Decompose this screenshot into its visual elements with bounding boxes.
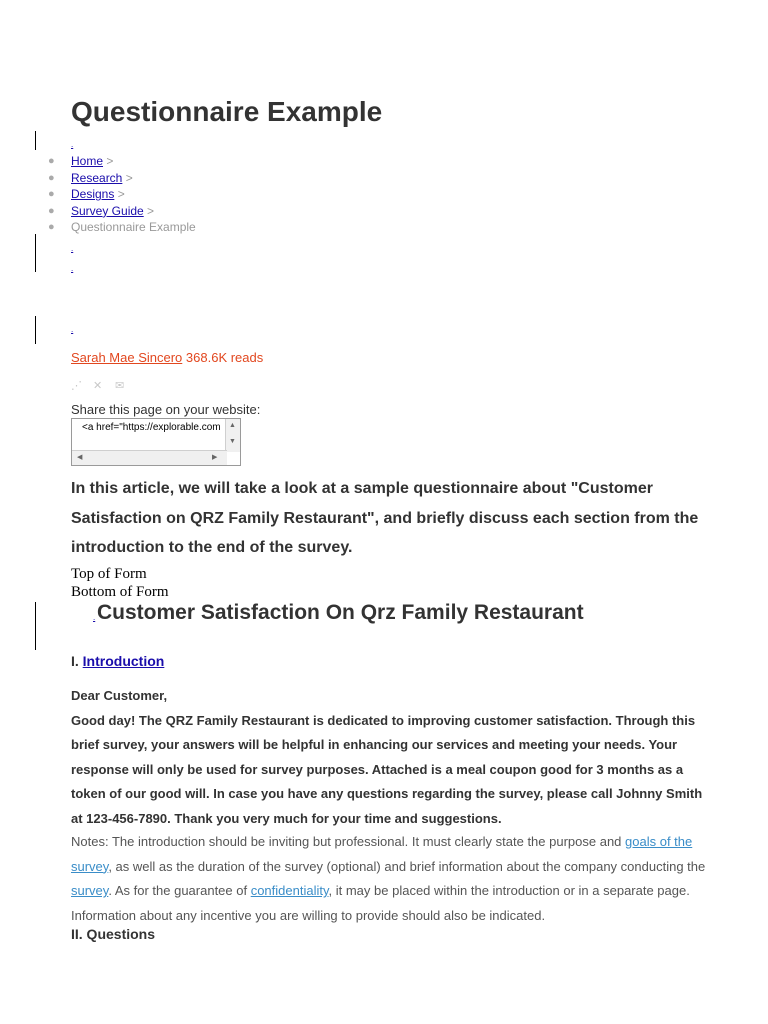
scroll-up-icon[interactable]: ▲ xyxy=(229,422,236,429)
embed-code-textarea[interactable] xyxy=(71,418,241,466)
introduction-link[interactable]: Introduction xyxy=(82,653,165,669)
email-icon[interactable]: ✉ xyxy=(115,380,125,392)
twitter-icon[interactable]: ✕ xyxy=(93,380,103,392)
share-icon[interactable]: ⋰ xyxy=(71,380,82,392)
top-of-form-label: Top of Form xyxy=(71,566,147,582)
scroll-left-icon[interactable]: ◀ xyxy=(77,454,83,461)
breadcrumb-link-home[interactable]: Home xyxy=(71,154,104,168)
breadcrumb xyxy=(48,153,196,236)
author-link[interactable]: Sarah Mae Sincero xyxy=(71,350,183,365)
breadcrumb-item: ● Questionnaire Example xyxy=(48,220,196,235)
intro-letter xyxy=(71,684,711,831)
margin-marker xyxy=(35,316,36,344)
anchor-link[interactable]: . xyxy=(71,264,74,273)
margin-marker xyxy=(35,131,36,150)
greeting: Dear Customer, xyxy=(71,688,168,703)
embed-code-text: <a href="https://explorable.com xyxy=(82,422,221,433)
breadcrumb-item: ● Survey Guide > xyxy=(48,203,155,218)
breadcrumb-current: Questionnaire Example xyxy=(71,220,196,235)
section-title: Customer Satisfaction On Qrz Family Restaurant xyxy=(97,601,584,624)
anchor-link[interactable]: . xyxy=(93,613,96,622)
breadcrumb-separator: > xyxy=(106,154,114,168)
anchor-link[interactable]: . xyxy=(71,244,74,253)
read-count: 368.6K reads xyxy=(185,350,264,365)
section-heading-questions: II. Questions xyxy=(71,926,156,942)
breadcrumb-link-survey-guide[interactable]: Survey Guide xyxy=(71,203,144,218)
scroll-right-icon[interactable]: ▶ xyxy=(212,454,218,461)
breadcrumb-separator: > xyxy=(147,203,155,218)
section-heading-introduction xyxy=(71,653,164,669)
margin-marker xyxy=(35,602,36,650)
breadcrumb-item: ● Designs > xyxy=(48,187,125,202)
horizontal-scrollbar[interactable] xyxy=(72,450,227,465)
share-label: Share this page on your website: xyxy=(71,402,261,417)
notes-text: , as well as the duration of the survey (optional) and brief information about the company conducting the xyxy=(108,858,706,874)
section-number: I. xyxy=(71,653,79,669)
anchor-link[interactable]: . xyxy=(71,325,74,334)
vertical-scrollbar[interactable] xyxy=(225,419,240,452)
breadcrumb-link-research[interactable]: Research xyxy=(71,170,123,185)
margin-marker xyxy=(35,234,36,272)
intro-body: Good day! The QRZ Family Restaurant is dedicated to improving customer satisfaction. Through this brief survey, your answers will be helpful in enhancing our services and meeting your needs. Your response will only be used for survey purposes. Attached is a meal coupon good for 3 months as a token of our good will. In case you have any questions regarding the survey, please call Johnny Smith at 123-456-7890. Thank you very much for your time and suggestions. xyxy=(71,712,703,826)
breadcrumb-separator: > xyxy=(125,170,133,185)
breadcrumb-link-designs[interactable]: Designs xyxy=(71,187,115,202)
notes-paragraph xyxy=(71,830,711,928)
anchor-link[interactable]: . xyxy=(71,140,74,149)
notes-text: . As for the guarantee of xyxy=(108,883,251,898)
confidentiality-link[interactable]: confidentiality xyxy=(250,883,329,898)
scroll-down-icon[interactable]: ▼ xyxy=(229,438,236,445)
share-icons xyxy=(71,380,133,392)
bottom-of-form-label: Bottom of Form xyxy=(71,584,169,600)
notes-text: , it may be placed within the introduction or in a separate page. Information about any incentive you are willing to provide should also be indicated. xyxy=(71,883,690,923)
breadcrumb-item: ● Research > xyxy=(48,170,133,185)
goals-of-survey-link[interactable]: goals of the survey xyxy=(71,834,693,874)
notes-text: Notes: The introduction should be inviting but professional. It must clearly state the purpose and xyxy=(71,834,626,849)
article-lead: In this article, we will take a look at a sample questionnaire about "Customer Satisfaction on QRZ Family Restaurant", and briefly discuss each section from the introduction to the end of the survey. xyxy=(71,480,699,556)
page-title: Questionnaire Example xyxy=(71,96,383,127)
breadcrumb-separator: > xyxy=(117,187,125,202)
author-line xyxy=(71,350,263,365)
survey-link[interactable]: survey xyxy=(71,883,109,898)
breadcrumb-item: ● Home > xyxy=(48,154,114,168)
